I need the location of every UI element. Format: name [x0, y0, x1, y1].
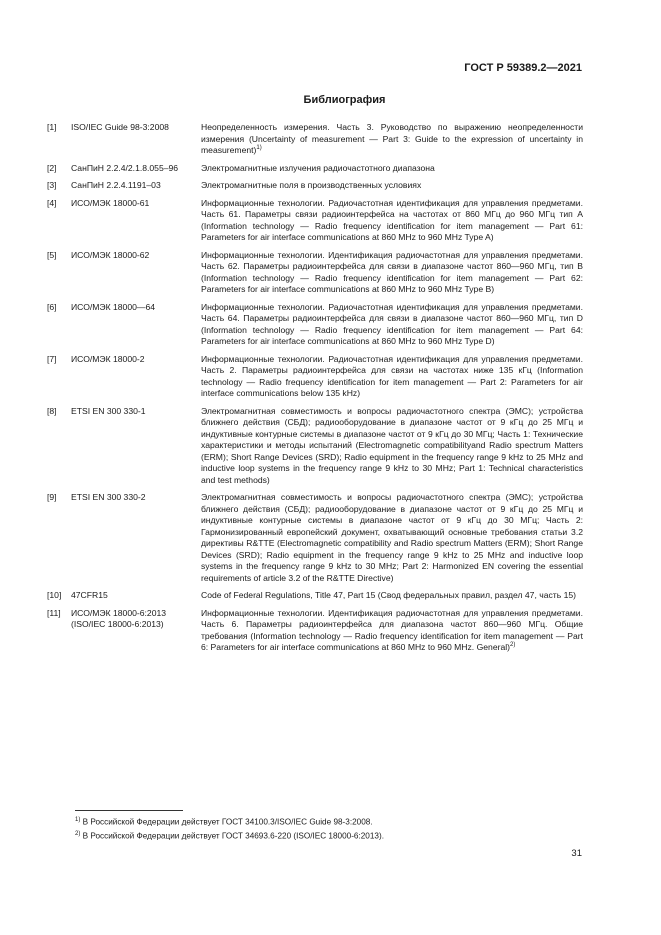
footnote-mark: 1)	[75, 817, 81, 823]
reference-description: Неопределенность измерения. Часть 3. Руководство по выражению неопределенности измерения (Uncertainty of measurement — Part 3: Guide to the expression of uncertainty in measurement)$^{1)}$	[201, 122, 583, 155]
reference-description: Информационные технологии. Радиочастотная идентификация для управления предметами. Часть 61. Параметры связи радиоинтерфейса на частотах от 860 МГц до 960 МГц тип A (Information technology — Radio frequency identification for item management — Part 61: Parameters for air interface communications at 860 MHz to 960 MHz Type A)	[201, 197, 583, 242]
reference-code: 47CFR15	[71, 590, 108, 600]
reference-code: ИСО/МЭК 18000-2	[71, 353, 145, 364]
reference-description: Code of Federal Regulations, Title 47, Part 15 (Свод федеральных правил, раздел 47, часть 15)	[201, 590, 576, 600]
reference-number: [5]	[47, 249, 57, 260]
reference-code: ИСО/МЭК 18000—64	[71, 301, 156, 312]
reference-item	[47, 590, 583, 602]
reference-number: [3]	[47, 180, 57, 190]
reference-code: СанПиН 2.2.4.1191–03	[71, 180, 161, 190]
reference-code: ETSI EN 300 330-1	[71, 405, 146, 416]
reference-description: Информационные технологии. Идентификация радиочастотная для управления предметами. Часть 6. Параметры радиоинтерфейса для диапазона частот 860—960 МГц. Общие требования (Information technology — Radio frequency identification for item management — Part 6: Parameters for air interface communications at 860 MHz to 960 MHz. General)$^{2)}$	[201, 607, 583, 652]
page-number: 31	[571, 848, 582, 859]
reference-number: [4]	[47, 197, 57, 208]
reference-description: Электромагнитная совместимость и вопросы радиочастотного спектра (ЭМС); устройства ближнего действия (СБД); радиооборудование в диапазоне частот от 9 кГц до 25 МГц и индуктивные контурные системы в диапазоне частот от 9 кГц до 30 МГц; Часть 2: Гармонизированный европейский документ, охватывающий основные требования статьи 3.2 директивы R&TTE (Electromagnetic compatibility and Radio spectrum Matters (ERM); Short Range Devices (SRD); Radio equipment in the frequency range 9 kHz to 25 MHz and inductive loop systems in the frequency range 9 kHz to 30 MHz; Part 2: Harmonized EN covering the essential requirements of article 3.2 of the R&TTE Directive)	[201, 492, 583, 583]
reference-item	[47, 163, 583, 175]
footnote: $^{1)}$ В Российской Федерации действует ГОСТ 34100.3/ISO/IEC Guide 98-3:2008.	[75, 817, 373, 827]
reference-item	[47, 492, 583, 584]
reference-number: [11]	[47, 607, 61, 618]
reference-number: [9]	[47, 492, 57, 502]
reference-code: ISO/IEC Guide 98-3:2008	[71, 122, 169, 132]
standard-code: ГОСТ Р 59389.2—2021	[464, 62, 582, 74]
reference-item	[47, 180, 583, 192]
reference-number: [8]	[47, 405, 57, 416]
reference-item	[47, 302, 583, 348]
reference-item	[47, 608, 583, 654]
reference-item	[47, 122, 583, 157]
footnote-mark: 2)	[75, 831, 81, 837]
reference-description: Электромагнитные излучения радиочастотного диапазона	[201, 162, 435, 173]
bibliography-list	[47, 122, 583, 660]
reference-number: [1]	[47, 122, 57, 132]
reference-code: ETSI EN 300 330-2	[71, 492, 146, 502]
reference-number: [7]	[47, 353, 57, 364]
reference-description: Информационные технологии. Радиочастотная идентификация для управления предметами. Часть 2. Параметры радиоинтерфейса для связи на частотах ниже 135 кГц (Information technology — Radio frequency identification for item management — Part 2: Parameters for air interface communications below 135 kHz)	[201, 353, 583, 398]
page-title: Библиография	[303, 94, 386, 106]
reference-item	[47, 198, 583, 244]
reference-number: [2]	[47, 162, 57, 173]
reference-description: Информационные технологии. Радиочастотная идентификация для управления предметами. Часть 64. Параметры радиоинтерфейса для связи в диапазоне частот 860—960 МГц, тип D (Information technology — Radio frequency identification for item management — Part 64: Parameters for air interface communications at 860 MHz to 960 MHz Type D)	[201, 301, 583, 346]
reference-number: [6]	[47, 301, 57, 312]
reference-item	[47, 406, 583, 487]
footnote-mark: 1)	[256, 145, 262, 152]
reference-code: ИСО/МЭК 18000-62	[71, 249, 150, 260]
reference-description: Электромагнитные поля в производственных условиях	[201, 180, 422, 190]
reference-description: Информационные технологии. Идентификация радиочастотная для управления предметами. Часть 62. Параметры радиоинтерфейса для связи в диапазоне частот 860—960 МГц, тип B (Information technology — Radio frequency identification for item management — Part 62: Parameters for air interface communications at 860 MHz to 960 MHz Type B)	[201, 249, 583, 294]
reference-code: СанПиН 2.2.4/2.1.8.055–96	[71, 162, 179, 173]
footnote: $^{2)}$ В Российской Федерации действует ГОСТ 34693.6-220 (ISO/IEC 18000-6:2013).	[75, 831, 384, 841]
reference-number: [10]	[47, 590, 62, 600]
reference-description: Электромагнитная совместимость и вопросы радиочастотного спектра (ЭМС); устройства ближнего действия (СБД); радиооборудование в диапазоне частот от 9 кГц до 25 МГц и индуктивные контурные системы в диапазоне частот от 9 кГц до 30 МГц; Часть 1: Технические характеристики и методы испытаний (Electromagnetic compatibilityand Radio spectrum Matters (ERM); Short Range Devices (SRD); Radio equipment in the frequency range 9 kHz to 25 MHz and inductive loop systems in the frequency range 9 kHz to 30 MHz; Part 1: Technical characteristics and test methods)	[201, 405, 583, 485]
reference-code: ИСО/МЭК 18000-61	[71, 197, 150, 208]
reference-item	[47, 250, 583, 296]
reference-code: ИСО/МЭК 18000-6:2013 (ISO/IEC 18000-6:2013)	[71, 607, 167, 629]
footnote-separator	[75, 810, 183, 811]
reference-item	[47, 354, 583, 400]
footnote-mark: 2)	[510, 642, 516, 649]
